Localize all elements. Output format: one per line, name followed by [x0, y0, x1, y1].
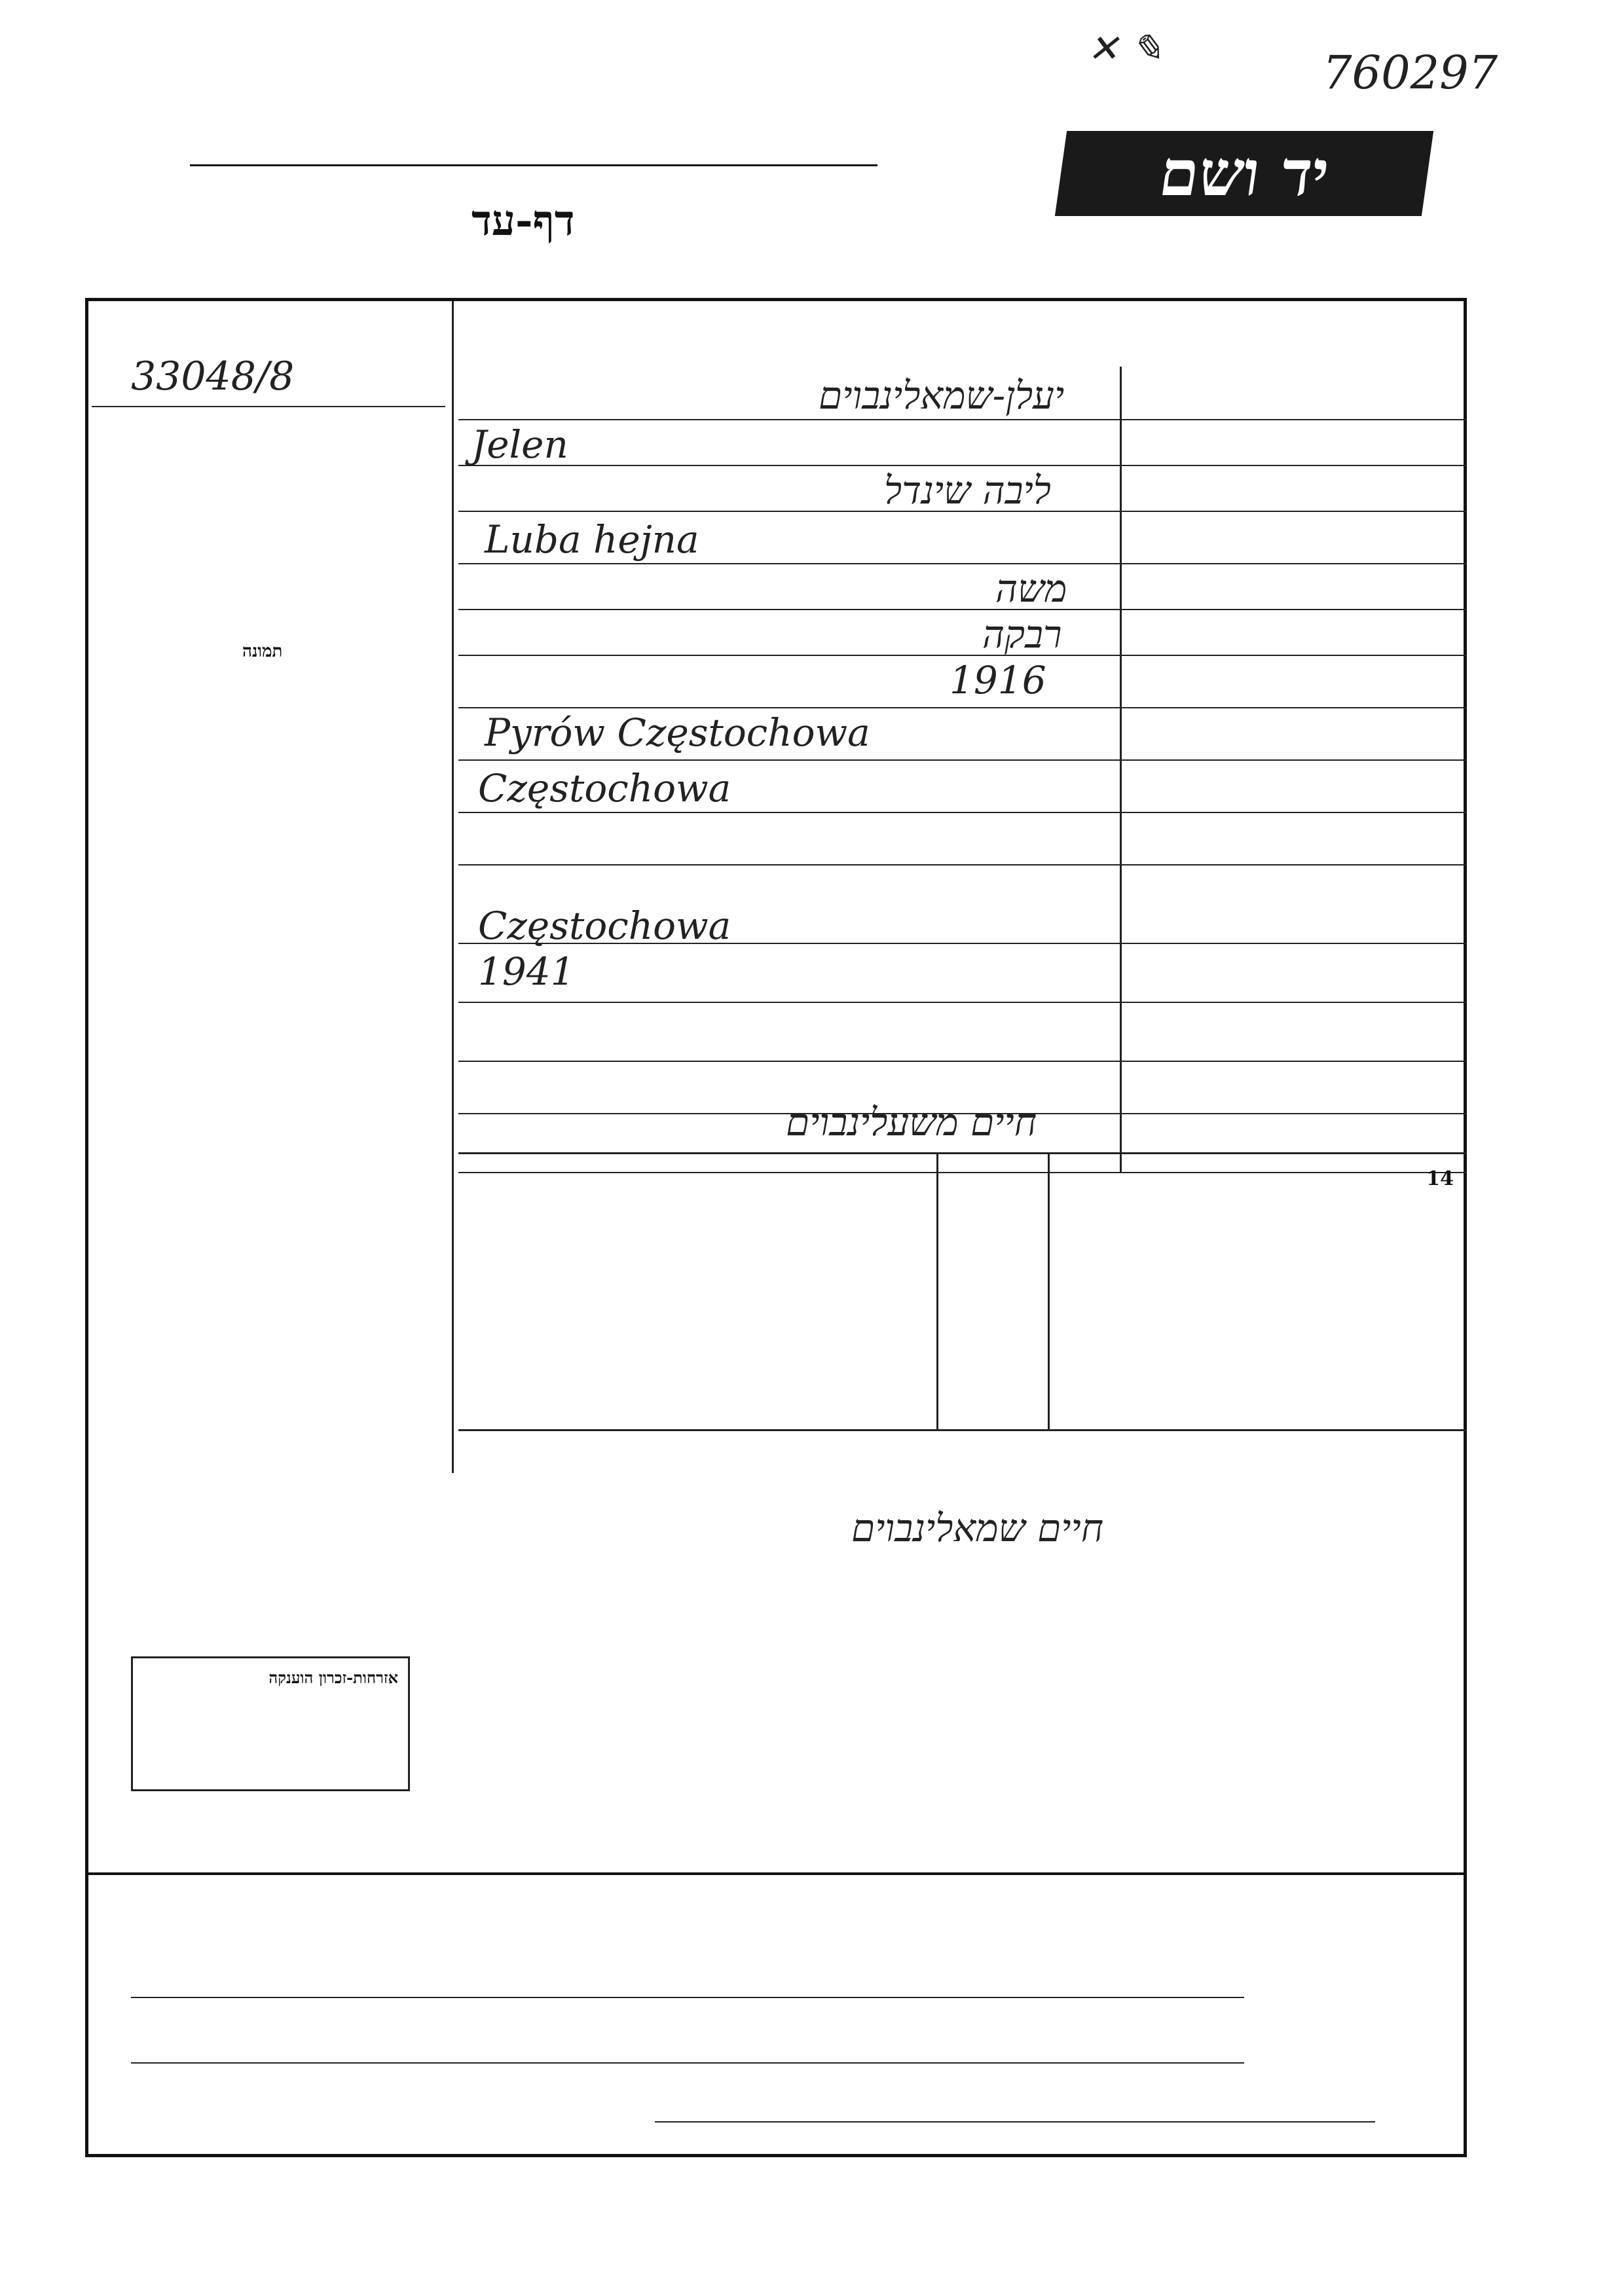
birth-place: Pyrów Częstochowa	[485, 710, 870, 755]
witness-name: חיים שמאלינבוים	[851, 1506, 1104, 1550]
children-table	[458, 1152, 1467, 1431]
row-line	[458, 563, 1467, 564]
file-code: 760297	[1323, 46, 1498, 100]
birth-year: 1916	[950, 658, 1046, 702]
file-number-box	[92, 321, 445, 407]
row-line	[458, 1061, 1467, 1062]
surname-hebrew: יעלן-שמאלינבוים	[819, 373, 1065, 418]
confirmation-box	[131, 1656, 410, 1791]
column-divider	[452, 301, 454, 1473]
surname-latin: Jelen	[471, 422, 568, 467]
row-line	[458, 812, 1467, 813]
children-col	[936, 1154, 938, 1429]
children-col	[1048, 1154, 1050, 1429]
row-line	[458, 1002, 1467, 1003]
first-name-hebrew: ליבה שינדל	[884, 468, 1051, 513]
file-number: 33048/8	[131, 354, 295, 399]
row-line	[458, 707, 1467, 708]
residence: Częstochowa	[478, 766, 731, 811]
column-divider	[1120, 367, 1122, 1172]
children-header: 14	[1426, 1167, 1454, 1190]
row-line	[458, 759, 1467, 761]
row-line	[458, 465, 1467, 466]
death-info: 1941	[478, 949, 575, 994]
yad-vashem-logo: יד ושם	[1055, 131, 1433, 216]
first-name-latin: Luba hejna	[485, 517, 699, 562]
institution-header	[190, 131, 877, 166]
form-title: דף-עד	[471, 196, 575, 246]
bottom-line	[131, 2062, 1244, 2064]
bottom-line	[131, 1997, 1244, 1998]
row-line	[458, 609, 1467, 610]
note-mark: ✕ ✎	[1087, 26, 1163, 71]
bottom-line	[655, 2121, 1375, 2123]
row-line	[458, 655, 1467, 656]
husband-name: חיים משעלינבוים	[786, 1100, 1037, 1144]
row-line	[458, 419, 1467, 420]
father-name: משה	[995, 566, 1067, 611]
confirmation-label: אזרחות-זכרון הוענקה	[268, 1668, 398, 1687]
bottom-divider	[88, 1872, 1464, 1875]
wartime-place: Częstochowa	[478, 903, 731, 948]
mother-name: רבקה	[982, 612, 1062, 657]
photo-label: תמונה	[242, 642, 283, 661]
row-line	[458, 864, 1467, 866]
